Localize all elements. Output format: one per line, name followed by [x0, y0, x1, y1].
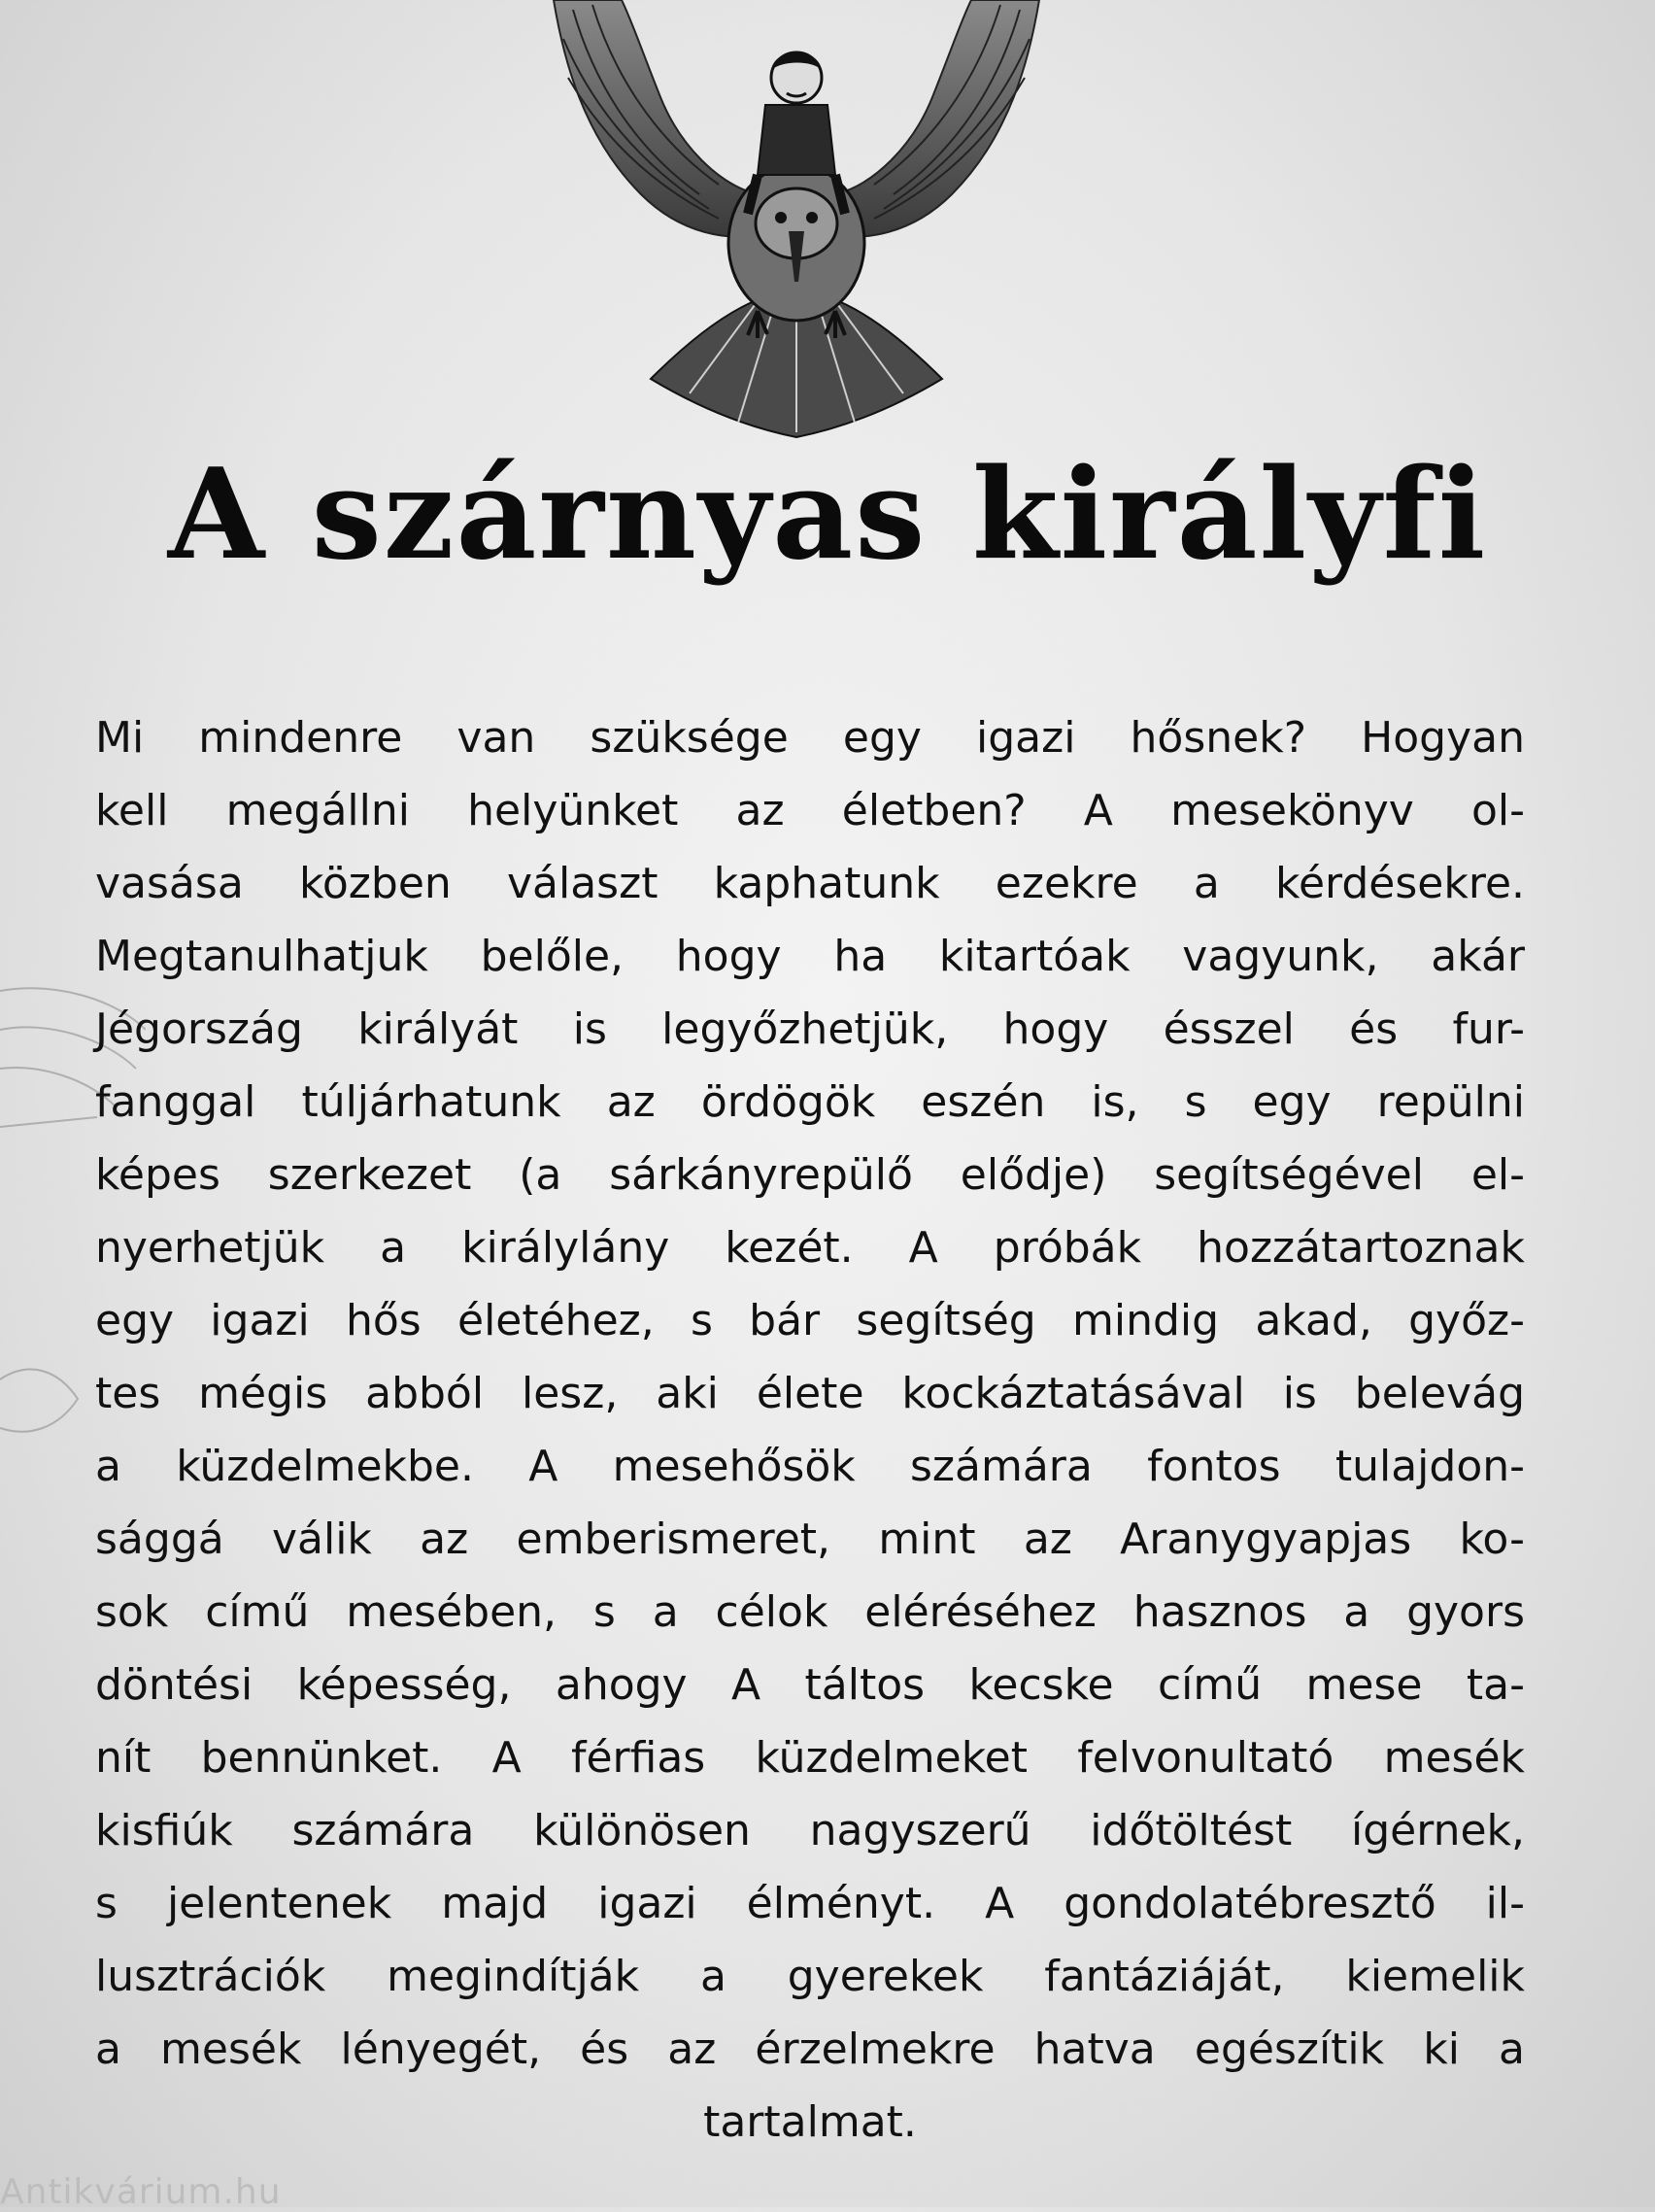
description-line: Mi mindenre van szüksége egy igazi hősnek? Hogyan	[95, 713, 1525, 763]
description-line: a küzdelmekbe. A mesehősök számára fontos tulajdon-	[95, 1442, 1525, 1491]
description-line: a mesék lényegét, és az érzelmekre hatva egészítik ki a	[95, 2025, 1525, 2074]
description-line-last: tartalmat.	[703, 2097, 917, 2147]
description-line: egy igazi hős életéhez, s bár segítség mindig akad, győz-	[95, 1296, 1525, 1345]
description-line: sággá válik az emberismeret, mint az Aranygyapjas ko-	[95, 1514, 1525, 1564]
description-line: vasása közben választ kaphatunk ezekre a kérdésekre.	[95, 859, 1525, 908]
description-text	[95, 701, 1525, 2159]
eagle-with-boy-rider-icon	[524, 0, 1068, 447]
description-line: képes szerkezet (a sárkányrepülő elődje) segítségével el-	[95, 1150, 1525, 1200]
book-title: A szárnyas királyfi	[167, 442, 1488, 588]
description-line: sok című mesében, s a célok eléréséhez hasznos a gyors	[95, 1587, 1525, 1637]
description-line: tes mégis abból lesz, aki élete kockáztatásával is belevág	[95, 1369, 1525, 1418]
description-line: döntési képesség, ahogy A táltos kecske című mese ta-	[95, 1660, 1525, 1710]
description-line: s jelentenek majd igazi élményt. A gondolatébresztő il-	[95, 1879, 1525, 1928]
description-line: nít bennünket. A férfias küzdelmeket felvonultató mesék	[95, 1733, 1525, 1783]
description-line: kell megállni helyünket az életben? A mesekönyv ol-	[95, 786, 1525, 835]
description-line: nyerhetjük a királylány kezét. A próbák hozzátartoznak	[95, 1223, 1525, 1273]
description-line: Megtanulhatjuk belőle, hogy ha kitartóak vagyunk, akár	[95, 932, 1525, 981]
description-line: lusztrációk megindítják a gyerekek fantáziáját, kiemelik	[95, 1952, 1525, 2001]
description-line: Jégország királyát is legyőzhetjük, hogy ésszel és fur-	[95, 1004, 1525, 1054]
description-line: kisfiúk számára különösen nagyszerű időtöltést ígérnek,	[95, 1806, 1525, 1855]
watermark: Antikvárium.hu	[0, 2172, 282, 2212]
description-line: fanggal túljárhatunk az ördögök eszén is, s egy repülni	[95, 1077, 1525, 1127]
